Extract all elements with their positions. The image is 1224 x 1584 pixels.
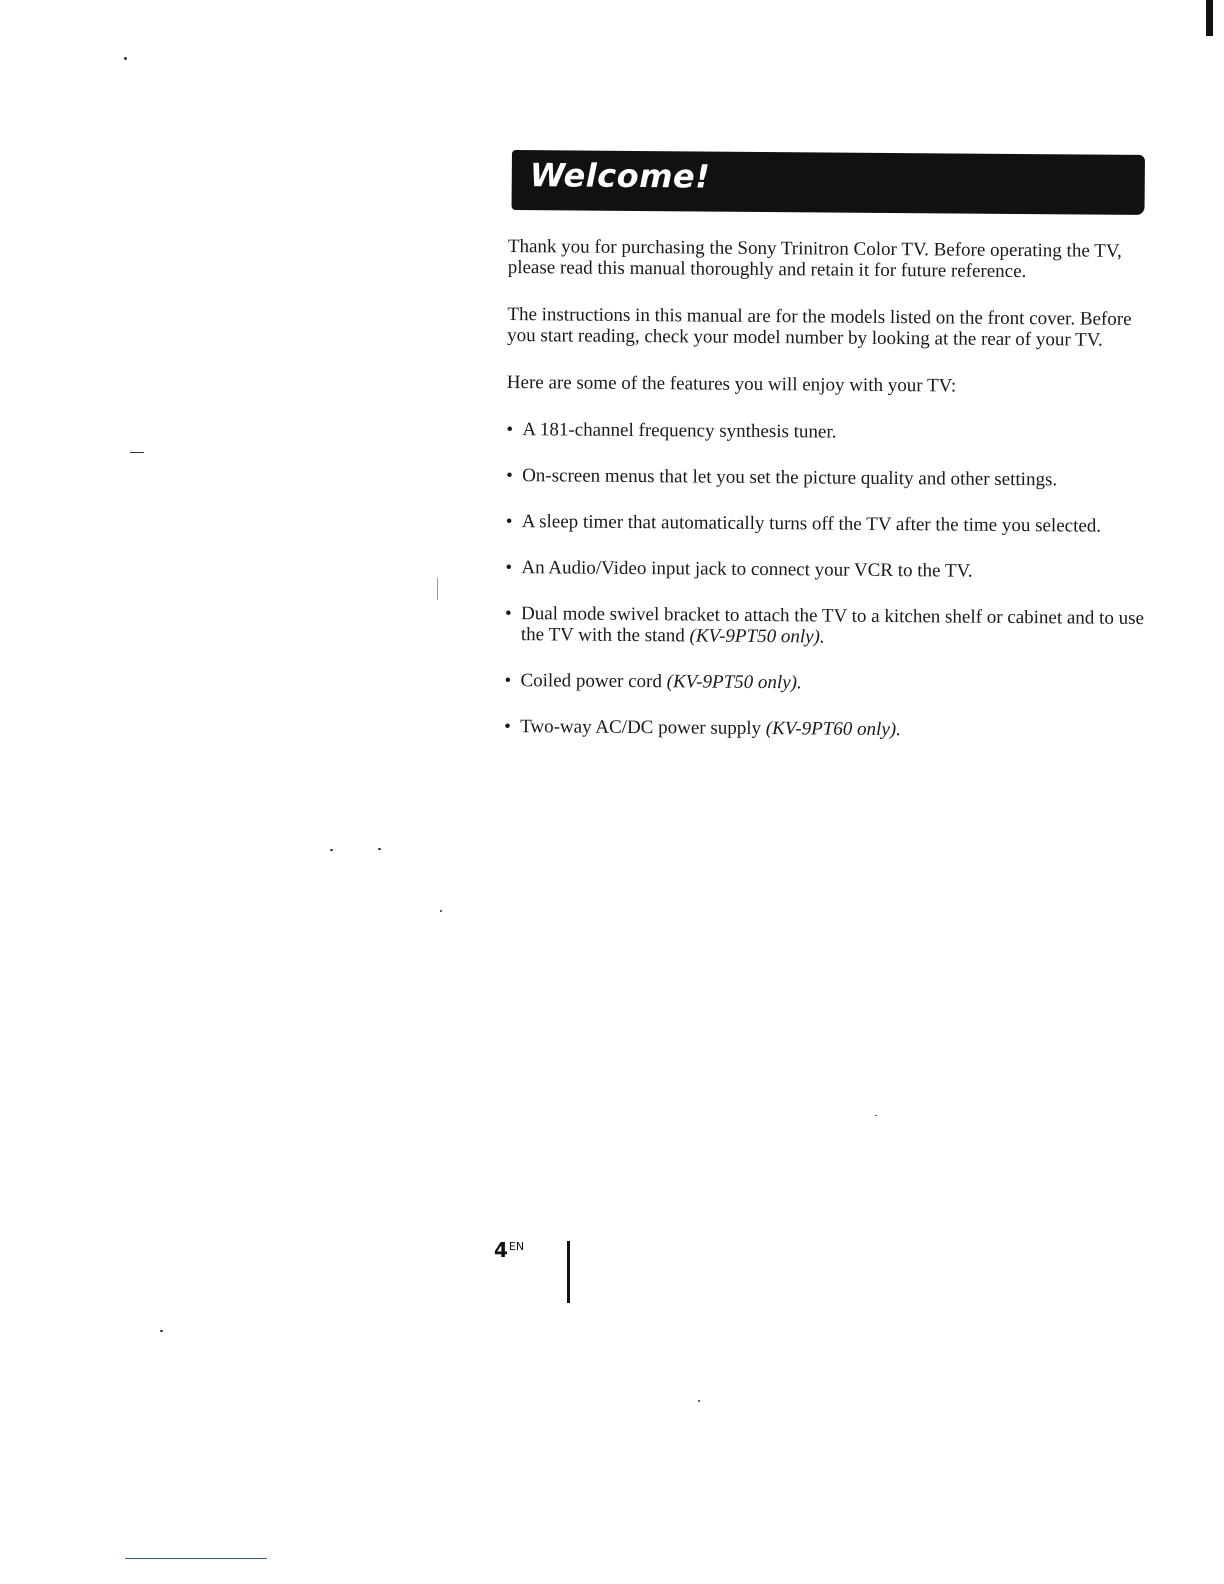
scan-speck <box>440 910 442 912</box>
feature-item <box>505 603 1145 650</box>
bullet-icon: • <box>505 510 513 533</box>
bullet-icon: • <box>506 464 513 487</box>
bullet-icon: • <box>504 715 511 738</box>
model-note: (KV-9PT50 only). <box>689 625 825 648</box>
bullet-icon: • <box>505 556 513 579</box>
body-content <box>504 236 1148 767</box>
model-note: (KV-9PT60 only). <box>765 718 901 741</box>
scan-speck <box>875 1115 877 1116</box>
intro-paragraph: Thank you for purchasing the Sony Trinitron Color TV. Before operating the TV, please read this manual thoroughly and retain it for future reference. <box>507 236 1122 283</box>
page-edge-mark <box>1206 0 1213 36</box>
feature-item <box>506 465 1146 491</box>
intro-paragraph: Here are some of the features you will enjoy with your TV: <box>506 371 957 397</box>
footer-rule <box>125 1558 267 1559</box>
feature-item <box>504 716 1144 742</box>
feature-item <box>505 557 1145 583</box>
page-divider-line <box>567 1241 570 1303</box>
scan-speck <box>124 57 127 60</box>
feature-text: An Audio/Video input jack to connect your VCR to the TV. <box>521 557 973 582</box>
feature-text: On-screen menus that let you set the picture quality and other settings. <box>522 465 1058 491</box>
feature-text: Two-way AC/DC power supply <box>520 716 766 740</box>
page-number <box>494 1238 524 1262</box>
feature-text: A 181-channel frequency synthesis tuner. <box>522 419 837 443</box>
feature-item <box>506 511 1146 537</box>
page-language-code: EN <box>508 1240 525 1253</box>
bullet-icon: • <box>506 418 514 441</box>
feature-item <box>506 419 1146 445</box>
model-note: (KV-9PT50 only). <box>666 671 802 694</box>
feature-text: A sleep timer that automatically turns off the TV after the time you selected. <box>521 511 1102 537</box>
bullet-icon: • <box>504 669 512 692</box>
page-title: Welcome! <box>529 156 711 196</box>
page-number-value: 4 <box>494 1238 508 1262</box>
scan-speck <box>698 1400 700 1402</box>
scan-speck <box>160 1330 163 1332</box>
scan-speck <box>130 452 144 453</box>
feature-text: Coiled power cord <box>520 670 667 693</box>
scan-speck <box>437 578 438 600</box>
title-banner <box>512 150 1145 215</box>
bullet-icon: • <box>504 602 512 625</box>
scan-speck <box>378 848 381 850</box>
scan-speck <box>330 849 333 851</box>
feature-list <box>504 419 1146 742</box>
feature-item <box>504 670 1144 696</box>
intro-paragraph: The instructions in this manual are for the models listed on the front cover. Before you start reading, check your model number by looking at the rear of your TV. <box>507 303 1132 351</box>
feature-text: Dual mode swivel bracket to attach the TV to a kitchen shelf or cabinet and to use the TV with the stand <box>520 603 1145 647</box>
